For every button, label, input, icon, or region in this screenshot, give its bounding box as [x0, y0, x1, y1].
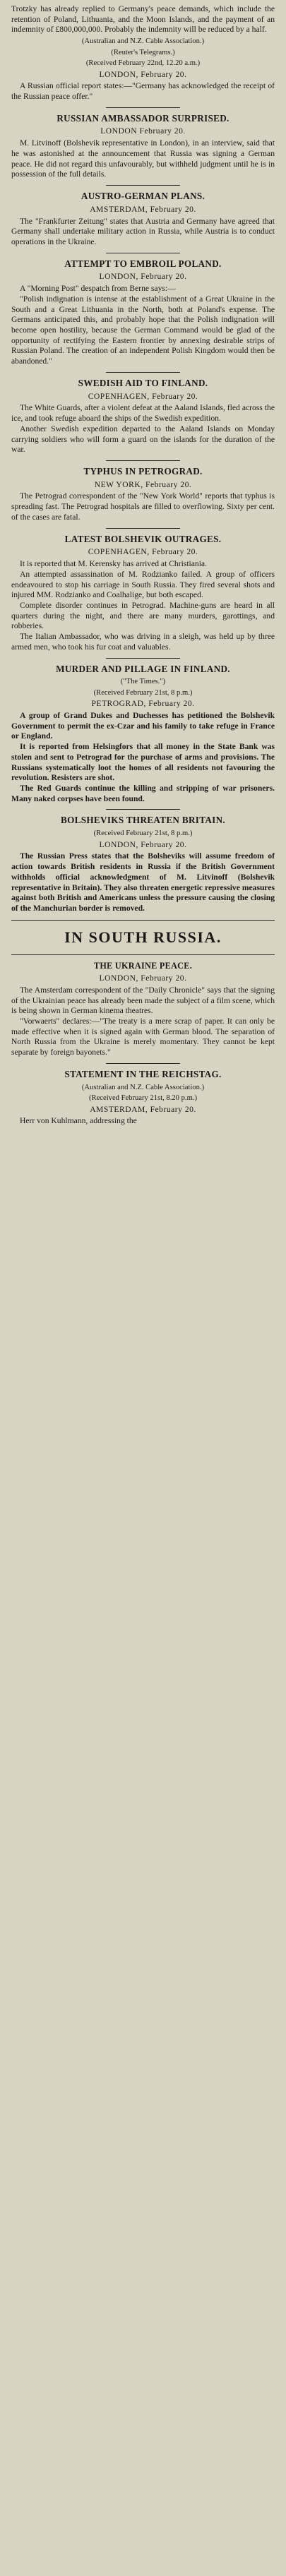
swedish-heading: SWEDISH AID TO FINLAND.	[78, 377, 208, 388]
outrages-body-3: Complete disorder continues in Petrograd. Machine-guns are heard in all quarters during the night, and there are many murders, garottings, and robberies.	[11, 600, 275, 631]
poland-intro: A "Morning Post" despatch from Berne says:—	[20, 284, 176, 294]
ukraine-dateline: LONDON, February 20.	[99, 974, 187, 983]
ambassador-heading: RUSSIAN AMBASSADOR SURPRISED.	[56, 112, 230, 124]
poland-heading: ATTEMPT TO EMBROIL POLAND.	[64, 258, 222, 269]
typhus-dateline: NEW YORK, February 20.	[94, 479, 192, 489]
section-rule	[106, 107, 179, 108]
murder-body-2: It is reported from Helsingfors that all money in the State Bank was stolen and sent to Petrograd for the purchase of arms and provisions. The Russians systematically loot the homes of all residents not favouring the revolution. Resisters are shot.	[11, 742, 275, 783]
murder-heading: MURDER AND PILLAGE IN FINLAND.	[56, 663, 230, 674]
typhus-body: The Petrograd correspondent of the "New York World" reports that typhus is spreading fast. The Petrograd hospitals are filled to overflowing. Sixty per cent. of the cases are fatal.	[11, 491, 275, 522]
section-rule	[106, 528, 179, 529]
britain-body: The Russian Press states that the Bolsheviks will assume freedom of action towards British residents in Russia if the British Government withholds official acknowledgment of M. Litvinoff (Bolshevik representative in Britain). They also threaten energetic repressive measures against both British and Americans unless the pressure causing the closing of the Manchurian border is removed.	[11, 851, 275, 913]
swedish-dateline: COPENHAGEN, February 20.	[88, 391, 198, 401]
austro-body: The "Frankfurter Zeitung" states that Austria and Germany have agreed that Germany shall undertake military action in Russia, while Austria is to conduct operations in the Ukraine.	[11, 216, 275, 246]
intro-paragraph: Trotzky has already replied to Germany's peace demands, which include the retention of Poland, Lithuania, and the Moon Islands, and the payment of an indemnity of £800,000,000. Probably the indemnity will be reduced by a half.	[11, 4, 275, 35]
outrages-body-2: An attempted assassination of M. Rodzianko failed. A group of officers endeavoured to stop his carriage in South Russia. They fired several shots and injured MM. Rodzianko and Coalhalige, but both escaped.	[11, 569, 275, 600]
section-rule	[106, 460, 179, 461]
britain-heading: BOLSHEVIKS THREATEN BRITAIN.	[60, 815, 226, 826]
britain-received: (Received February 21st, 8 p.m.)	[93, 829, 193, 838]
intro-body: A Russian official report states:—"Germany has acknowledged the receipt of the Russian peace offer."	[11, 81, 275, 101]
outrages-heading: LATEST BOLSHEVIK OUTRAGES.	[64, 533, 222, 544]
section-rule	[106, 372, 179, 373]
ambassador-dateline: LONDON February 20.	[100, 126, 186, 136]
section-rule	[106, 1063, 179, 1064]
murder-received: (Received February 21st, 8 p.m.)	[93, 688, 193, 697]
intro-agency: (Reuter's Telegrams.)	[111, 48, 175, 56]
reichstag-body: Herr von Kuhlmann, addressing the	[20, 1116, 137, 1126]
outrages-body-1: It is reported that M. Kerensky has arrived at Christiania.	[20, 559, 207, 569]
swedish-body-2: Another Swedish expedition departed to the Aaland Islands on Monday carrying soldiers who will form a guard on the islands for the duration of the war.	[11, 424, 275, 455]
reichstag-received: (Received February 21st, 8.20 p.m.)	[89, 1094, 197, 1103]
austro-dateline: AMSTERDAM, February 20.	[90, 204, 196, 214]
poland-dateline: LONDON, February 20.	[99, 272, 187, 282]
austro-heading: AUSTRO-GERMAN PLANS.	[81, 191, 205, 202]
ukraine-heading: THE UKRAINE PEACE.	[93, 960, 193, 971]
britain-dateline: LONDON, February 20.	[99, 839, 187, 849]
ambassador-body: M. Litvinoff (Bolshevik representative in London), in an interview, said that he was astonished at the announcement that Russia was signing a German peace. He did not regard this unfavourably, but withheld judgment until he is in possession of the full details.	[11, 138, 275, 179]
intro-credit: (Australian and N.Z. Cable Association.)	[81, 37, 205, 46]
outrages-body-4: The Italian Ambassador, who was driving in a sleigh, was held up by three armed men, who took his fur coat and valuables.	[11, 632, 275, 652]
south-heading: IN SOUTH RUSSIA.	[64, 928, 222, 946]
murder-body-3: The Red Guards continue the killing and stripping of war prisoners. Many naked corpses have been found.	[11, 784, 275, 803]
section-rule	[106, 185, 179, 186]
section-rule	[106, 809, 179, 810]
section-rule	[11, 954, 275, 955]
murder-dateline: PETROGRAD, February 20.	[91, 699, 195, 709]
section-rule	[106, 658, 179, 659]
murder-body-1: A group of Grand Dukes and Duchesses has petitioned the Bolshevik Government to permit the ex-Czar and his family to take refuge in France or England.	[11, 710, 275, 741]
poland-body: "Polish indignation is intense at the establishment of a Great Ukraine in the South and a Great Lithuania in the North, both at Poland's expense. The Germans anticipated this, and probably hope that the Polish indignation will become open hostility, because the German Command would be glad of the opportunity of rectifying the Eastern frontier by annexing desirable strips of Russian Poland. The creation of an independent Polish Kingdom would then be abandoned."	[11, 294, 275, 366]
outrages-dateline: COPENHAGEN, February 20.	[88, 547, 198, 557]
newspaper-column	[6, 0, 280, 1127]
intro-dateline: LONDON, February 20.	[99, 69, 187, 79]
reichstag-credit: (Australian and N.Z. Cable Association.)	[81, 1083, 205, 1091]
reichstag-heading: STATEMENT IN THE REICHSTAG.	[64, 1068, 222, 1079]
typhus-heading: TYPHUS IN PETROGRAD.	[83, 465, 203, 477]
section-rule	[11, 920, 275, 921]
intro-received: (Received February 22nd, 12.20 a.m.)	[85, 59, 201, 68]
swedish-body-1: The White Guards, after a violent defeat at the Aaland Islands, fled across the ice, and took refuge aboard the ships of the Swedish expedition.	[11, 403, 275, 424]
murder-source: ("The Times.")	[120, 678, 166, 686]
ukraine-body-2: "Vorwaerts" declares:—"The treaty is a mere scrap of paper. It can only be made effective when it is signed again with German blood. The separation of North Russia from the Ukraine is merely momentary. They cannot be kept separate by foreign bayonets."	[11, 1016, 275, 1058]
ukraine-body-1: The Amsterdam correspondent of the "Daily Chronicle" says that the signing of the Ukrainian peace has already been made the subject of a film scene, which is being shown in German kinema theatres.	[11, 985, 275, 1016]
reichstag-dateline: AMSTERDAM, February 20.	[90, 1104, 196, 1114]
